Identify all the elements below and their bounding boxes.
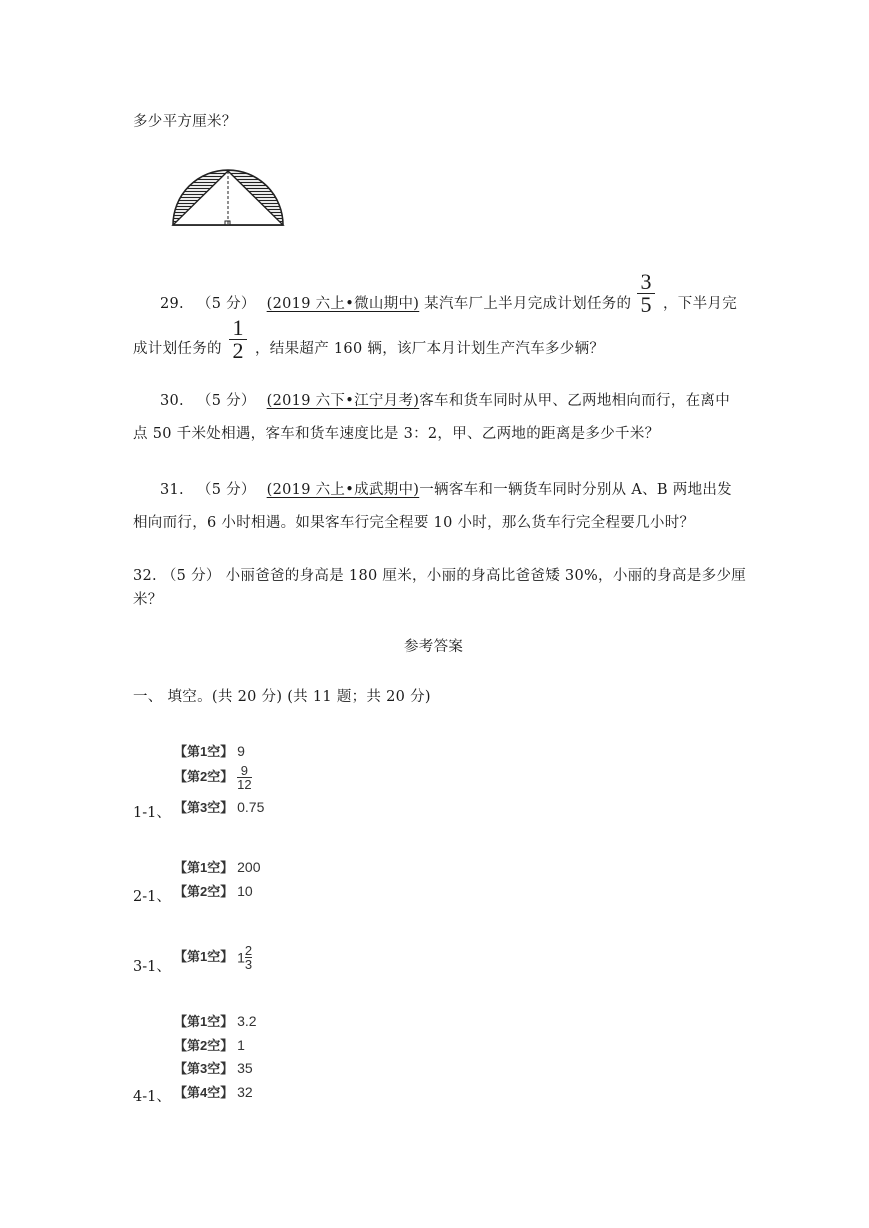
question-score: （5 分） — [196, 482, 256, 498]
question-text: ，结果超产 160 辆，该厂本月计划生产汽车多少辆？ — [255, 341, 605, 357]
answer-label: 2-1、 — [133, 889, 171, 905]
answer-label: 1-1、 — [133, 805, 171, 821]
question-source: (2019 六下•江宁月考) — [266, 393, 420, 409]
fraction-three-fifths: 3 5 — [637, 272, 655, 315]
answer-label: 3-1、 — [133, 959, 171, 975]
section-heading: 一、 填空。(共 20 分) (共 11 题；共 20 分) — [133, 689, 431, 705]
fraction-one-half: 1 2 — [229, 318, 247, 361]
answer-label: 4-1、 — [133, 1089, 171, 1105]
question-text: 米？ — [133, 592, 163, 608]
question-number: 31. — [160, 482, 184, 498]
question-number: 29. — [160, 296, 184, 312]
question-source: (2019 六上•成武期中) — [266, 482, 420, 498]
question-text: ，下半月完 — [663, 296, 737, 312]
answer-fraction: $\frac{9}{12}$ — [237, 763, 252, 792]
question-text: 相向而行，6 小时相遇。如果客车行完全程要 10 小时，那么货车行完全程要几小时？ — [133, 515, 695, 531]
answer-value: 10 — [237, 883, 253, 899]
answers-title: 参考答案 — [404, 639, 464, 655]
question-score: （5 分） — [196, 393, 256, 409]
answer-value: 200 — [237, 859, 261, 875]
question-text: 客车和货车同时从甲、乙两地相向而行，在离中 — [419, 393, 731, 409]
answer-fraction: $\frac{2}{3}$ — [244, 943, 253, 972]
answer-value: 1 — [237, 1037, 245, 1053]
semicircle-triangle-figure — [168, 166, 288, 230]
question-number: 30. — [160, 393, 184, 409]
question-source: (2019 六上•微山期中) — [266, 296, 420, 312]
question-text-continuation: 多少平方厘米？ — [133, 114, 237, 130]
answer-value: 35 — [237, 1060, 253, 1076]
answer-value: 0.75 — [237, 799, 265, 815]
question-text: 点 50 千米处相遇，客车和货车速度比是 3：2，甲、乙两地的距离是多少千米？ — [133, 426, 660, 442]
answer-value: 32 — [237, 1084, 253, 1100]
answer-value: 3.2 — [237, 1013, 257, 1029]
answer-value: 1 — [237, 949, 245, 966]
answer-value: 9 — [237, 743, 245, 759]
question-text: 某汽车厂上半月完成计划任务的 — [424, 296, 632, 312]
question-text: 一辆客车和一辆货车同时分别从 A、B 两地出发 — [419, 482, 732, 498]
question-text: 32. （5 分） 小丽爸爸的身高是 180 厘米，小丽的身高比爸爸矮 30%，小丽的身高是多少厘 — [133, 568, 747, 584]
question-text: 成计划任务的 — [133, 341, 222, 357]
question-score: （5 分） — [196, 296, 256, 312]
